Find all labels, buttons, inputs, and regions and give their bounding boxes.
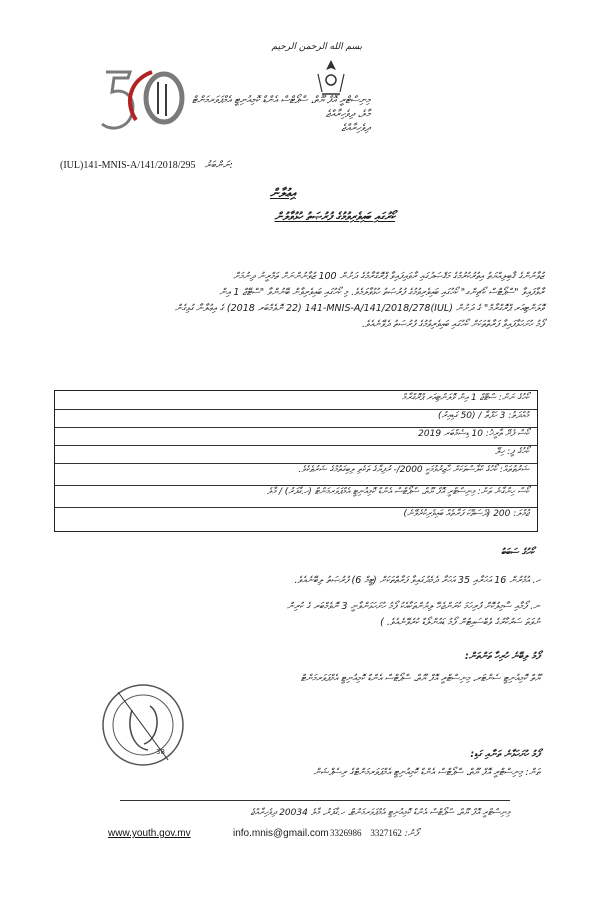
announcement-heading: އިޢުލާން	[270, 186, 296, 200]
basmala: بسم الله الرحمن الرحيم	[271, 42, 362, 52]
stamp-number: 38	[156, 748, 165, 756]
form-availability-heading: ފޯމު ލިބޭނެ ހުރިހާ ތަންތަން:	[465, 651, 540, 662]
table-row: ކޯހުގެ ނަން: ސްޓޭޖް 1 އިން ވޮލަންޓިއަރ ޕްރޮގްރާމް	[55, 391, 537, 410]
table-row: ކޯހުގެ ފީ: ހިލޭ	[55, 445, 537, 464]
website-link[interactable]: www.youth.gov.mv	[108, 828, 191, 839]
table-row: ޖުމްލަ: 200 (ދެސަތޭކަ ފަރާތެއް ބައިވެރިކުރެވޭނެ)	[403, 509, 529, 519]
footer-address: މިނިސްޓްރީ އޮފް ޔޫތް، ސްޕޯޓްސް އެންޑް ކޮމިއުނިޓީ އެމްޕަވަރމަންޓް، ހ.ގާފަރު، މާލެ 20034 ދިވެހިރާއްޖެ	[250, 808, 510, 818]
announcement-title: ކޯރުގައި ބައިވެރިވުމުގެ ފުރުޞަތު ހުޅުވާލުން	[274, 210, 395, 223]
note-item-1: ހ. އުމުރުން 16 އަހަރާއި 35 އަހަރާ ދެމެދުގައިވާ ފަރާތްތަކަށް (ޓީމް 6) ފުރުޞަތު ލިބޭނެއެވެ.	[294, 575, 540, 586]
fax-number: 3326986	[330, 828, 362, 838]
ministry-address: މާލެ، ދިވެހިރާއްޖެ	[325, 109, 370, 120]
submission-text: ތަން: މިނިސްޓްރީ އޮފް ޔޫތް، ސްޕޯޓްސް އެންޑް ކޮމިއުނިޓީ އެމްޕަވަރމަންޓްގެ ރިސެޕްޝަން	[313, 767, 540, 778]
ministry-name: މިނިސްޓްރީ އޮފް ޔޫތް، ސްޕޯޓްސް އެންޑް ކޮމިއުނިޓީ އެމްޕަވަރމަންޓް	[192, 95, 370, 106]
ministry-country: ދިވެހިރާއްޖެ	[341, 123, 370, 134]
reference-number-block	[60, 160, 233, 171]
body-line-3: ވޮލަންޓިއަރ ޕްރޮގްރާމް" ގެ ދަށުން (IUL)141-MNIS-A/141/2018/278 (22 ނޮވެމްބަރ 2018) ގެ އިޢުލާނާ ގުޅިގެން	[174, 303, 544, 314]
form-availability-text: ޔޫތް ކޮމިއުނިޓީ ސެންޓަރ، މިނިސްޓްރީ އޮފް ޔޫތް، ސްޕޯޓްސް އެންޑް ކޮމިއުނިޓީ އެމްޕަވަރމަންޓް	[300, 673, 540, 684]
table-row: ކޯސް ފެށޭ ތާރީޚު: 10 ޑިސެމްބަރ 2019	[55, 427, 537, 446]
table-row: ކޯސް ހިންގާނެ ތަން: މިނިސްޓްރީ އޮފް ޔޫތް، ސްޕޯޓްސް އެންޑް ކޮމިއުނިޓީ އެމްޕަވަރމަންޓް (ހ.ގާފަރު) / މާލެ	[55, 485, 537, 508]
reference-number: (IUL)141-MNIS-A/141/2018/295	[60, 160, 196, 171]
footer-divider	[120, 800, 510, 801]
note-item-2-line-1: ނ. ފޯމާއި ސާމިލުކޮށް ފުރިހަމަ ކުރަންޖެހޭ ލިޔުންތަކާއެކު ފޯމު ހުށަހަޅަންވާނީ 3 ނޮވެމްބަރ ގެ ކުރިން	[286, 601, 540, 612]
table-row: ޝަރުޠުތައް: ކޯހުގެ ކްލާސްތަކަށް ހާޒިރުވުމަކީ 2000/- ރުފިޔާގެ ތަކެތި ލިބިގަތުމުގެ ޝަރުޠެކެވެ.	[55, 463, 537, 486]
course-details-table	[54, 390, 538, 532]
notes-heading: ކޯހުގެ ސަބަބު	[500, 547, 534, 558]
body-line-2: ރާވާފައިވާ "ސްޕޯޓްސް ކޯޗިންގ" ކޯހުގައި ބައިވެރިވުމުގެ ފުރުޞަތު ހުޅުވާލަމެވެ. މި ކޯހުގައި ބައިވެރިވާން ބޭނުންވާ "ސްޓޭޖް 1 އިން	[219, 287, 544, 298]
body-line-4: ފޯމު ހުށަހަޅާފައިވާ ފަރާތްތަކަށް ކޯހުގައި ބައިވެރިވުމުގެ ފުރުޞަތު ދެވޭނެއެވެ.	[362, 319, 544, 330]
reference-label: ނަންބަރު:	[204, 160, 233, 171]
footer-phone-block	[330, 828, 418, 839]
phone-number: 3327162	[370, 828, 402, 838]
fifty-years-logo	[96, 62, 192, 148]
email-address[interactable]: info.mnis@gmail.com	[233, 828, 329, 839]
submission-heading: ފޯމު ހުށަހަޅާނެ ތަނާއި ގަޑި:	[470, 749, 540, 760]
note-item-2-line-2: ނުވަތަ ސަރުކާރުގެ ވެބްސައިޓުން ފޯމު ޑައުންލޯޑް ކުރެވޭނެއެވެ. )	[380, 617, 540, 628]
table-row: މުއްދަތު: 3 ހަފްތާ / (50 ގަޑިއިރު)	[55, 409, 537, 428]
official-stamp	[98, 670, 188, 780]
body-line-1: ޒުވާނުންގެ ޤާބިލިއްޔަތު އިތުރުކުރުމުގެ މަޤްޞަދުގައި ރާވައިފައިވާ ޕްރޮގްރާމުގެ ދަށުން 100 ޒުވާނުންނަށް ތަމްރީނު ދިނުމަށް	[233, 271, 544, 282]
phone-label: ފޯނު:	[404, 829, 419, 839]
